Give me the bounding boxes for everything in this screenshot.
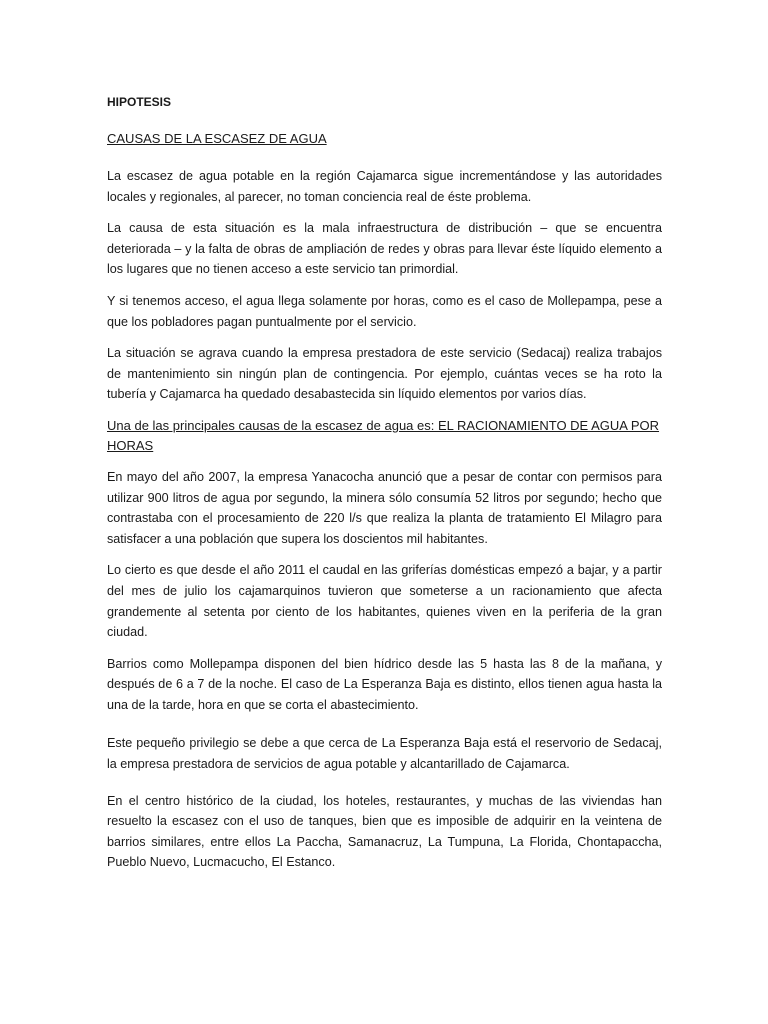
paragraph: Barrios como Mollepampa disponen del bien hídrico desde las 5 hasta las 8 de la mañana, y después de 6 a 7 de la noche. El caso de La Esperanza Baja es distinto, ellos tienen agua hasta la una de la tarde, hora en que se corta el abastecimiento. [107, 656, 662, 712]
subsection-heading: Una de las principales causas de la escasez de agua es: EL RACIONAMIENTO DE AGUA POR HORAS [107, 417, 660, 453]
document-title: HIPOTESIS [107, 95, 172, 109]
paragraph: La situación se agrava cuando la empresa prestadora de este servicio (Sedacaj) realiza trabajos de mantenimiento sin ningún plan de contingencia. Por ejemplo, cuántas veces se ha roto la tubería y Cajamarca ha quedado desabastecida sin líquido elementos por varios días. [107, 346, 662, 402]
paragraph: Y si tenemos acceso, el agua llega solamente por horas, como es el caso de Mollepampa, pese a que los pobladores pagan puntualmente por el servicio. [107, 293, 662, 329]
paragraph: En mayo del año 2007, la empresa Yanacocha anunció que a pesar de contar con permisos para utilizar 900 litros de agua por segundo, la minera sólo consumía 52 litros por segundo; hecho que contrastaba con el procesamiento de 220 l/s que realiza la planta de tratamiento El Milagro para satisfacer a una población que supera los doscientos mil habitantes. [107, 469, 662, 546]
paragraph: La causa de esta situación es la mala infraestructura de distribución – que se encuentra deteriorada – y la falta de obras de ampliación de redes y obras para llevar éste líquido elemento a los lugares que no tienen acceso a este servicio tan primordial. [107, 221, 662, 277]
document-page [107, 93, 662, 884]
section-heading: CAUSAS DE LA ESCASEZ DE AGUA [107, 131, 327, 146]
paragraph: Este pequeño privilegio se debe a que cerca de La Esperanza Baja está el reservorio de Sedacaj, la empresa prestadora de servicios de agua potable y alcantarillado de Cajamarca. [107, 736, 662, 772]
paragraph: La escasez de agua potable en la región Cajamarca sigue incrementándose y las autoridades locales y regionales, al parecer, no toman conciencia real de éste problema. [107, 169, 662, 204]
paragraph: En el centro histórico de la ciudad, los hoteles, restaurantes, y muchas de las viviendas han resuelto la escasez con el uso de tanques, bien que es imposible de adquirir en la veintena de barrios similares, entre ellos La Paccha, Samanacruz, La Tumpuna, La Florida, Chontapaccha, Pueblo Nuevo, Lucmacucho, El Estanco. [107, 793, 662, 870]
paragraph: Lo cierto es que desde el año 2011 el caudal en las griferías domésticas empezó a bajar, y a partir del mes de julio los cajamarquinos tuvieron que someterse a un racionamiento que afecta grandemente al setenta por ciento de los habitantes, quienes viven en la periferia de la gran ciudad. [107, 563, 662, 640]
